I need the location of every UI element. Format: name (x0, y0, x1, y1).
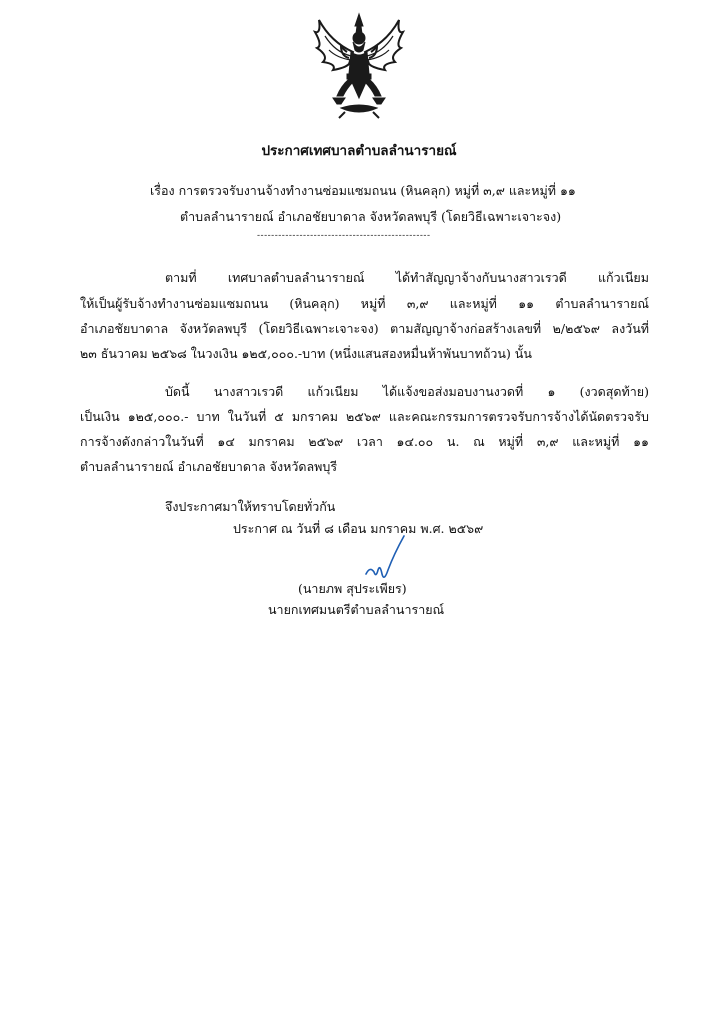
paragraph-2-line-3: การจ้างดังกล่าวในวันที่ ๑๔ มกราคม ๒๕๖๙ เวลา ๑๔.๐๐ น. ณ หมู่ที่ ๓,๙ และหมู่ที่ ๑๑ (80, 434, 649, 449)
paragraph-1-line-4: ๒๓ ธันวาคม ๒๕๖๘ ในวงเงิน ๑๒๕,๐๐๐.-บาท (หนึ่งแสนสองหมื่นห้าพันบาทถ้วน) นั้น (80, 346, 532, 361)
subject-line-1: เรื่อง การตรวจรับงานจ้างทำงานซ่อมแซมถนน (หินคลุก) หมู่ที่ ๓,๙ และหมู่ที่ ๑๑ (150, 183, 576, 198)
signer-title: นายกเทศมนตรีตำบลลำนารายณ์ (268, 602, 445, 617)
closing-text: จึงประกาศมาให้ทราบโดยทั่วกัน (165, 499, 336, 514)
signer-name: (นายภพ สุประเพียร) (298, 581, 407, 596)
paragraph-2-line-4: ตำบลลำนารายณ์ อำเภอชัยบาดาล จังหวัดลพบุรี (80, 459, 338, 474)
announce-date: ประกาศ ณ วันที่ ๘ เดือน มกราคม พ.ศ. ๒๕๖๙ (233, 521, 484, 536)
paragraph-2-line-1: บัดนี้ นางสาวเรวดี แก้วเนียม ได้แจ้งขอส่งมอบงานงวดที่ ๑ (งวดสุดท้าย) (165, 384, 649, 399)
paragraph-2-line-2: เป็นเงิน ๑๒๕,๐๐๐.- บาท ในวันที่ ๕ มกราคม ๒๕๖๙ และคณะกรรมการตรวจรับการจ้างได้นัดตรวจรับ (80, 409, 649, 424)
paragraph-1-line-3: อำเภอชัยบาดาล จังหวัดลพบุรี (โดยวิธีเฉพาะเจาะจง) ตามสัญญาจ้างก่อสร้างเลขที่ ๒/๒๕๖๙ ลงวันที่ (80, 321, 649, 336)
subject-line-2: ตำบลลำนารายณ์ อำเภอชัยบาดาล จังหวัดลพบุรี (โดยวิธีเฉพาะเจาะจง) (180, 209, 562, 224)
garuda-emblem-icon (311, 12, 407, 120)
divider: ------------------------------------------------- (257, 231, 431, 241)
paragraph-1-line-2: ให้เป็นผู้รับจ้างทำงานซ่อมแซมถนน (หินคลุก) หมู่ที่ ๓,๙ และหมู่ที่ ๑๑ ตำบลลำนารายณ์ (80, 296, 649, 311)
paragraph-1-line-1: ตามที่ เทศบาลตำบลลำนารายณ์ ได้ทำสัญญาจ้างกับนางสาวเรวดี แก้วเนียม (165, 270, 649, 285)
page-title: ประกาศเทศบาลตำบลลำนารายณ์ (261, 143, 457, 159)
